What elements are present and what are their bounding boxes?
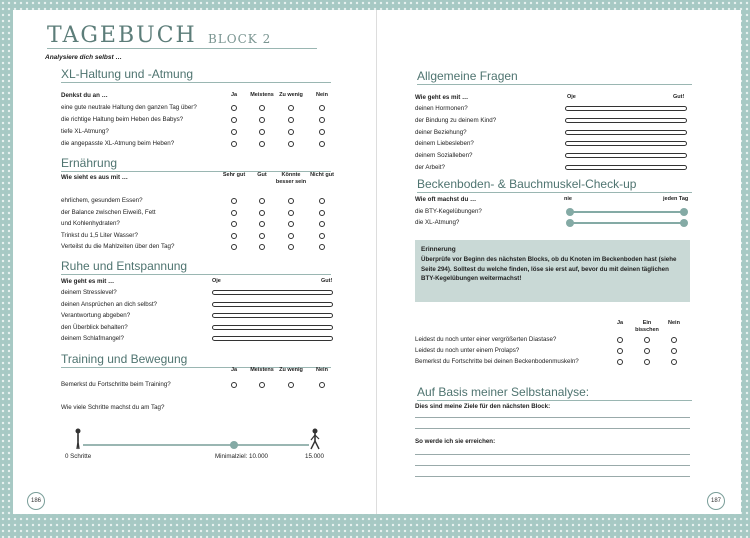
radio-option[interactable] — [288, 233, 294, 239]
rating-bar[interactable] — [565, 130, 687, 135]
scale-label-good: Gut! — [673, 94, 685, 100]
question-row-label: Leidest du noch unter einem Prolaps? — [415, 347, 520, 354]
column-header: Ja — [616, 320, 624, 326]
rating-bar[interactable] — [212, 313, 333, 318]
radio-option[interactable] — [671, 337, 677, 343]
page-number-left: 186 — [27, 492, 45, 510]
question-row-label: Leidest du noch unter einer vergrößerten Diastase? — [415, 336, 557, 343]
radio-option[interactable] — [288, 198, 294, 204]
walker-icon-end — [309, 428, 321, 455]
column-header: Nicht gut — [310, 172, 334, 178]
right-page — [377, 10, 741, 514]
question-row-label: der Bindung zu deinem Kind? — [415, 116, 497, 124]
question-label: Wie oft machst du … — [415, 196, 477, 203]
walker-icon-start — [73, 428, 83, 455]
radio-option[interactable] — [319, 198, 325, 204]
radio-option[interactable] — [288, 141, 294, 147]
question-row-label: den Überblick behalten? — [61, 323, 128, 331]
radio-option[interactable] — [288, 382, 294, 388]
scale-label-low: nie — [564, 196, 572, 202]
section-heading-basis: Auf Basis meiner Selbstanalyse: — [417, 385, 590, 399]
left-page — [13, 10, 377, 514]
goals-question: Dies sind meine Ziele für den nächsten Block: — [415, 403, 551, 410]
section-heading-ernaehrung: Ernährung — [61, 156, 118, 170]
radio-option[interactable] — [288, 221, 294, 227]
reminder-title: Erinnerung — [421, 246, 456, 253]
radio-option[interactable] — [259, 221, 265, 227]
question-label: Wie geht es mit … — [415, 94, 469, 101]
question-row-label: deinem Liebesleben? — [415, 140, 474, 148]
steps-scale-line — [83, 444, 309, 446]
radio-option[interactable] — [231, 382, 237, 388]
radio-option[interactable] — [319, 141, 325, 147]
question-row-label: deinem Stresslevel? — [61, 289, 117, 296]
column-header: Ja — [230, 367, 238, 373]
question-row-label: der Balance zwischen Eiweiß, Fett — [61, 209, 156, 216]
scale-label-bad: Oje — [212, 278, 221, 284]
question-row-label: deinen Ansprüchen an dich selbst? — [61, 300, 157, 308]
rating-bar[interactable] — [212, 290, 333, 295]
slider-handle-high[interactable] — [680, 219, 688, 227]
steps-start-label: 0 Schritte — [65, 453, 92, 460]
title-rule — [47, 48, 317, 49]
radio-option[interactable] — [319, 382, 325, 388]
question-row-label: die XL-Atmung? — [415, 219, 460, 226]
radio-option[interactable] — [231, 105, 237, 111]
reminder-body: Überprüfe vor Beginn des nächsten Blocks, ob du Knoten im Beckenboden hast (siehe Seite 294). Solltest du welche finden, löse sie erst auf, bevor du mit deinen täglichen BTY-Kegelübungen weitermachst! — [421, 256, 677, 282]
question-label: Denkst du an … — [61, 92, 108, 99]
radio-option[interactable] — [319, 210, 325, 216]
question-row-label: deinem Schlafmangel? — [61, 335, 124, 342]
column-header: Ja — [230, 92, 238, 98]
radio-option[interactable] — [231, 221, 237, 227]
question-row-label: die angepasste XL-Atmung beim Heben? — [61, 140, 175, 147]
radio-option[interactable] — [259, 105, 265, 111]
radio-option[interactable] — [231, 198, 237, 204]
steps-end-label: 15.000 — [305, 453, 324, 460]
slider-handle-low[interactable] — [566, 219, 574, 227]
section-heading-allgemein: Allgemeine Fragen — [417, 69, 518, 83]
write-line[interactable] — [415, 465, 690, 466]
radio-option[interactable] — [231, 233, 237, 239]
write-line[interactable] — [415, 454, 690, 455]
question-row-label: und Kohlenhydraten? — [61, 220, 120, 227]
column-header: Meistens — [250, 92, 274, 98]
radio-option[interactable] — [259, 382, 265, 388]
column-header: Gut — [257, 172, 267, 178]
question-row-label: Verantwortung abgeben? — [61, 312, 131, 319]
scale-label-high: jeden Tag — [663, 196, 689, 202]
radio-option[interactable] — [319, 129, 325, 135]
rating-bar[interactable] — [212, 325, 333, 330]
scale-label-bad: Oje — [567, 94, 576, 100]
radio-option[interactable] — [231, 244, 237, 250]
question-row-label: Bemerkst du Fortschritte bei deinen Beckenbodenmuskeln? — [415, 358, 579, 365]
column-header: Ein bisschen — [635, 320, 659, 333]
question-row-label: Bemerkst du Fortschritte beim Training? — [61, 381, 171, 388]
radio-option[interactable] — [259, 141, 265, 147]
radio-option[interactable] — [671, 348, 677, 354]
question-row-label: deinen Hormonen? — [415, 105, 468, 112]
column-header: Zu wenig — [279, 367, 303, 373]
page-title: TAGEBUCH — [47, 23, 197, 48]
question-row-label: deinem Sozialleben? — [415, 152, 473, 160]
section-rule — [61, 82, 331, 83]
page-subtitle: BLOCK 2 — [208, 32, 272, 46]
radio-option[interactable] — [644, 359, 650, 365]
column-header: Könnte besser sein — [275, 172, 307, 185]
column-header: Nein — [316, 92, 328, 98]
section-rule — [61, 274, 331, 275]
plan-question: So werde ich sie erreichen: — [415, 438, 496, 445]
radio-option[interactable] — [259, 198, 265, 204]
question-row-label: eine gute neutrale Haltung den ganzen Tag über? — [61, 104, 197, 111]
rating-bar[interactable] — [565, 153, 687, 158]
slider-handle-low[interactable] — [566, 208, 574, 216]
radio-option[interactable] — [259, 210, 265, 216]
radio-option[interactable] — [259, 244, 265, 250]
radio-option[interactable] — [288, 244, 294, 250]
steps-target-label: Minimalziel: 10.000 — [215, 453, 268, 460]
rating-bar[interactable] — [565, 118, 687, 123]
question-row-label: die BTY-Kegelübungen? — [415, 208, 482, 215]
radio-option[interactable] — [319, 105, 325, 111]
column-header: Nein — [316, 367, 328, 373]
rating-bar[interactable] — [212, 302, 333, 307]
question-row-label: tiefe XL-Atmung? — [61, 128, 109, 135]
column-header: Sehr gut — [222, 172, 246, 178]
rating-bar[interactable] — [565, 106, 687, 111]
radio-option[interactable] — [319, 221, 325, 227]
radio-option[interactable] — [288, 210, 294, 216]
section-heading-beckenboden: Beckenboden- & Bauchmuskel-Check-up — [417, 177, 637, 191]
rating-bar[interactable] — [212, 336, 333, 341]
page-number-right: 187 — [707, 492, 725, 510]
section-rule — [417, 400, 692, 401]
section-rule — [417, 84, 692, 85]
section-heading-training: Training und Bewegung — [61, 352, 188, 366]
question-label: Wie sieht es aus mit … — [61, 174, 128, 181]
rating-bar[interactable] — [565, 165, 687, 170]
section-heading-xl: XL-Haltung und -Atmung — [61, 67, 194, 81]
question-row-label: deiner Beziehung? — [415, 128, 467, 136]
write-line[interactable] — [415, 476, 690, 477]
question-row-label: Trinkst du 1,5 Liter Wasser? — [61, 232, 138, 239]
section-rule — [417, 192, 692, 193]
write-line[interactable] — [415, 428, 690, 429]
frequency-slider-track[interactable] — [570, 222, 682, 224]
radio-option[interactable] — [644, 337, 650, 343]
intro-text: Analysiere dich selbst … — [45, 54, 122, 61]
rating-bar[interactable] — [565, 141, 687, 146]
question-row-label: der Arbeit? — [415, 164, 445, 171]
radio-option[interactable] — [288, 105, 294, 111]
scale-label-good: Gut! — [321, 278, 333, 284]
radio-option[interactable] — [671, 359, 677, 365]
radio-option[interactable] — [259, 117, 265, 123]
column-header: Meistens — [250, 367, 274, 373]
column-header: Zu wenig — [279, 92, 303, 98]
radio-option[interactable] — [319, 244, 325, 250]
question-row-label: Verteilst du die Mahlzeiten über den Tag? — [61, 243, 175, 250]
reminder-callout — [415, 240, 690, 302]
question-label: Wie geht es mit … — [61, 278, 115, 285]
radio-option[interactable] — [288, 129, 294, 135]
slider-handle-high[interactable] — [680, 208, 688, 216]
frequency-slider-track[interactable] — [570, 211, 682, 213]
radio-option[interactable] — [319, 117, 325, 123]
question-row-label: ehrlichem, gesundem Essen? — [61, 197, 143, 204]
radio-option[interactable] — [617, 359, 623, 365]
radio-option[interactable] — [231, 210, 237, 216]
radio-option[interactable] — [259, 129, 265, 135]
radio-option[interactable] — [231, 129, 237, 135]
column-header: Nein — [668, 320, 680, 326]
steps-question: Wie viele Schritte machst du am Tag? — [61, 404, 165, 411]
radio-option[interactable] — [617, 337, 623, 343]
radio-option[interactable] — [288, 117, 294, 123]
radio-option[interactable] — [231, 141, 237, 147]
page-gutter — [376, 10, 377, 514]
radio-option[interactable] — [259, 233, 265, 239]
write-line[interactable] — [415, 417, 690, 418]
radio-option[interactable] — [617, 348, 623, 354]
steps-target-marker — [230, 441, 238, 449]
radio-option[interactable] — [319, 233, 325, 239]
radio-option[interactable] — [644, 348, 650, 354]
radio-option[interactable] — [231, 117, 237, 123]
section-heading-ruhe: Ruhe und Entspannung — [61, 259, 188, 273]
question-row-label: die richtige Haltung beim Heben des Babys? — [61, 116, 184, 123]
